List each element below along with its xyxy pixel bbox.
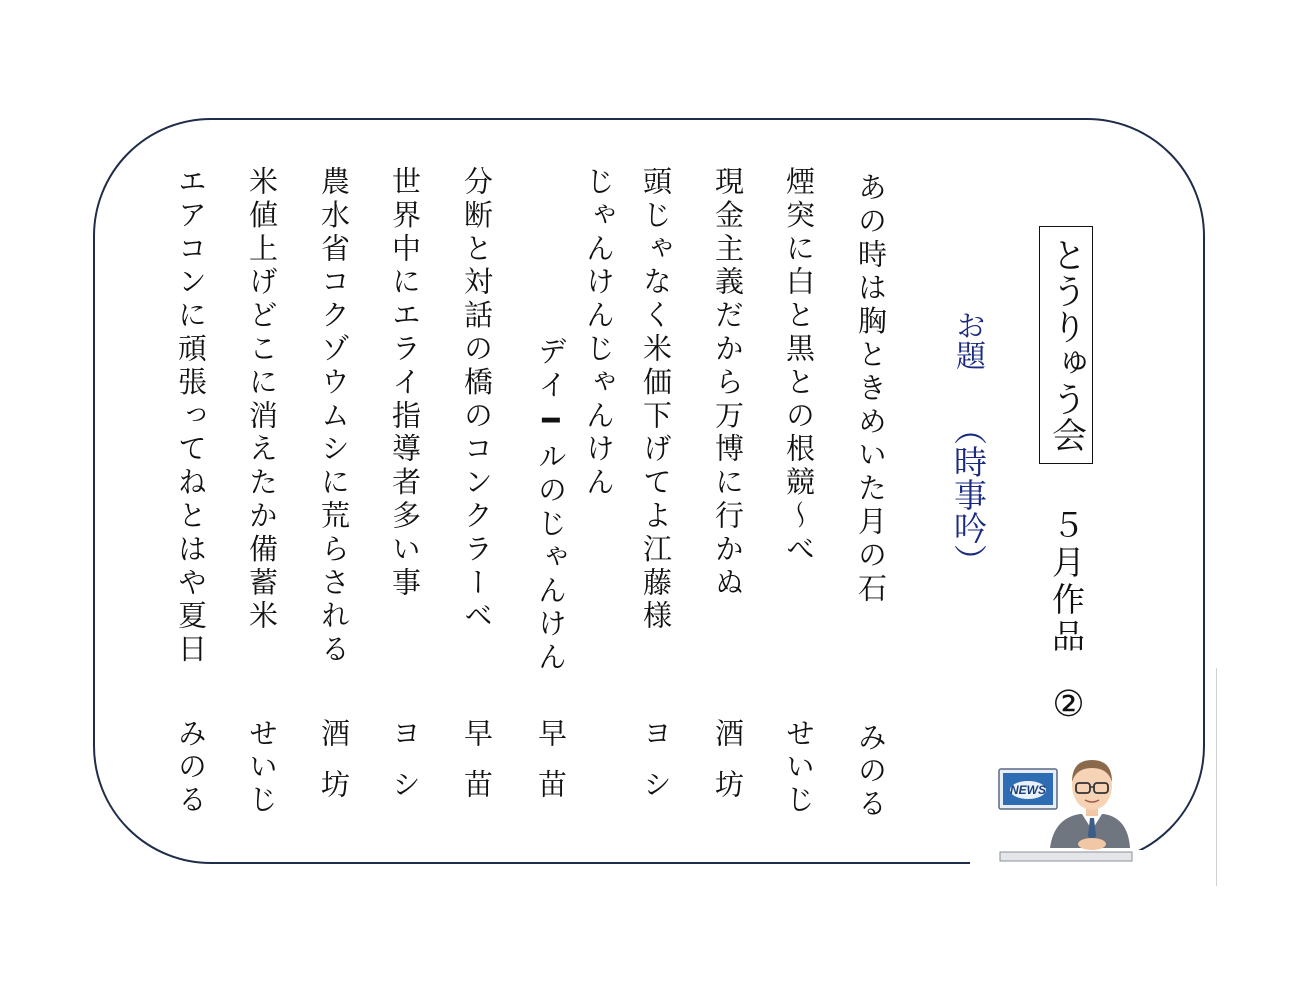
poem-9: 米値上げどこに消えたか備蓄米 <box>245 166 279 634</box>
author-4: ヨシ <box>639 718 673 820</box>
author-9: せいじ <box>245 718 279 817</box>
page-title: とうりゅう会 <box>1046 237 1087 453</box>
author-2: せいじ <box>782 718 816 817</box>
page-number: ② <box>1048 684 1089 729</box>
poem-3: 現金主義だから万博に行かぬ <box>711 166 745 601</box>
theme-name: （時事吟） <box>949 412 988 577</box>
poem-5-line-1: じゃんけんじゃんけん <box>582 166 616 500</box>
page-subtitle: ５月作品 <box>1047 508 1086 656</box>
author-8: 酒坊 <box>317 718 351 820</box>
author-5: 早苗 <box>534 718 568 820</box>
news-anchor-svg <box>996 752 1136 868</box>
title-box <box>1039 226 1093 464</box>
divider-line <box>1216 668 1217 886</box>
news-screen-label: NEWS <box>1010 783 1046 797</box>
poem-4: 頭じゃなく米価下げてよ江藤様 <box>639 166 673 634</box>
poem-1: あの時は胸ときめいた月の石 <box>854 172 888 607</box>
author-6: 早苗 <box>460 718 494 820</box>
poem-6: 分断と対話の橋のコンクラーベ <box>460 166 494 634</box>
poem-10: エアコンに頑張ってねとはや夏日 <box>174 166 208 667</box>
poem-2: 煙突に白と黒との根競～べ <box>782 166 816 567</box>
author-1: みのる <box>854 722 888 821</box>
theme-label: お題 <box>950 310 985 370</box>
news-anchor-icon <box>996 752 1136 868</box>
poem-8: 農水省コクゾウムシに荒らされる <box>317 166 351 667</box>
poem-5-line-2: デイ━ルのじゃんけん <box>534 336 568 675</box>
author-7: ヨシ <box>388 718 422 820</box>
poem-7: 世界中にエライ指導者多い事 <box>388 166 422 601</box>
author-3: 酒坊 <box>711 718 745 820</box>
author-10: みのる <box>174 718 208 817</box>
